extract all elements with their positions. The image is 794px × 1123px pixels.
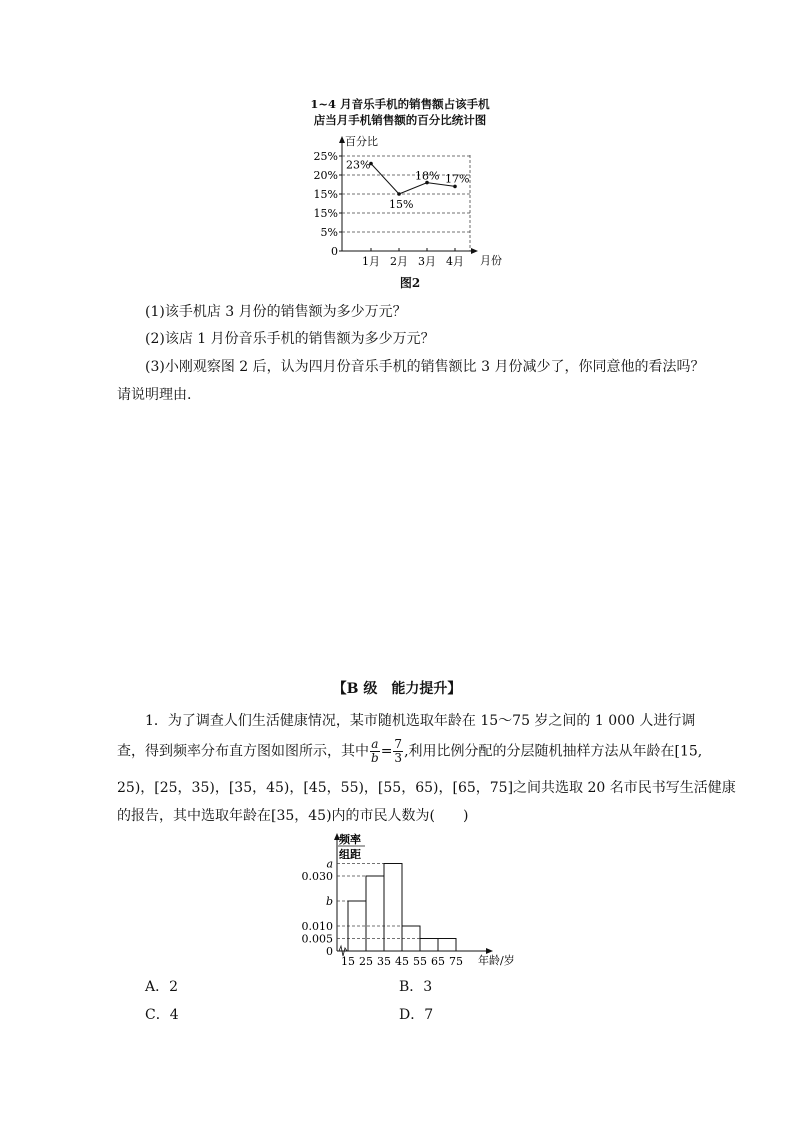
section-b-title: 【B 级 能力提升】: [332, 681, 462, 697]
data-label: 18%: [415, 169, 440, 183]
data-label: 15%: [389, 198, 414, 211]
y-tick-label: 15%: [313, 207, 338, 220]
x-tick-label: 75: [449, 955, 463, 968]
y-tick-label: 0.010: [301, 920, 333, 933]
data-label: 23%: [346, 158, 371, 172]
x-tick-label: 35: [377, 955, 391, 968]
y-tick-label: 25%: [313, 150, 338, 163]
x-tick-label: 65: [431, 955, 445, 968]
figure2-title-line1: 1~4 月音乐手机的销售额占该手机: [310, 97, 490, 111]
x-tick-label: 15: [341, 955, 355, 968]
y-tick-label: 20%: [313, 169, 338, 182]
figure2-caption: 图2: [399, 276, 421, 290]
frequency-histogram: [295, 830, 540, 970]
question-3-line2: 请说明理由.: [117, 387, 192, 403]
data-label: 17%: [445, 172, 470, 186]
y-tick-label: 0.005: [301, 932, 333, 946]
x-tick-label: 2月: [390, 255, 408, 268]
y-axis-title: 百分比: [345, 135, 378, 148]
option-b[interactable]: B．3: [399, 979, 433, 995]
y-tick-label: 0: [331, 245, 338, 258]
y-tick-label: b: [325, 895, 333, 908]
histogram-bar: [366, 876, 384, 951]
histogram-bar: [438, 939, 456, 952]
percentage-line-chart: [300, 130, 520, 270]
x-axis-title: 年龄/岁: [478, 954, 515, 967]
y-tick-label: a: [326, 857, 333, 871]
histogram-bar: [384, 864, 402, 952]
problem1-line2-pre: 查，得到频率分布直方图如图所示，其中: [117, 743, 369, 760]
x-axis-arrow: [471, 248, 478, 254]
y-axis-title-numerator: 频率: [339, 833, 361, 846]
equals-sign: =: [380, 743, 393, 760]
y-tick-label: 15%: [313, 188, 338, 201]
y-tick-label: 0: [326, 945, 333, 958]
x-tick-label: 55: [413, 955, 427, 968]
y-axis-title-denominator: 组距: [339, 848, 361, 861]
y-tick-label: 0.030: [301, 870, 333, 883]
fraction-denominator-b: b: [371, 751, 379, 765]
fraction-numerator-a: a: [371, 737, 379, 751]
y-tick-label: 5%: [320, 226, 338, 239]
histogram-bar: [420, 939, 438, 952]
question-2: (2)该店 1 月份音乐手机的销售额为多少万元？: [145, 331, 435, 347]
x-tick-label: 4月: [446, 255, 464, 268]
problem1-line3: 25)，[25，35)，[35，45)，[45，55)，[55，65)，[65，75]之间共选取 20 名市民书写生活健康: [117, 780, 736, 796]
x-tick-label: 3月: [418, 255, 436, 268]
problem1-line4: 的报告，其中选取年龄在[35，45)内的市民人数为( ): [117, 808, 469, 824]
option-d[interactable]: D．7: [399, 1007, 434, 1023]
fraction-7-over-3: [393, 738, 403, 765]
series-line: [371, 164, 455, 194]
x-tick-label: 45: [395, 955, 409, 968]
x-tick-label: 1月: [362, 255, 380, 268]
problem1-line2-post: ,利用比例分配的分层随机抽样方法从年龄在[15,: [404, 743, 703, 760]
problem1-line2: [117, 738, 702, 765]
data-point: [397, 192, 401, 196]
fraction-denominator-3: 3: [394, 751, 403, 765]
question-3-line1: (3)小刚观察图 2 后，认为四月份音乐手机的销售额比 3 月份减少了，你同意他的看法吗？: [145, 359, 705, 375]
x-tick-label: 25: [359, 955, 373, 968]
option-c[interactable]: C．4: [145, 1007, 179, 1023]
question-1: (1)该手机店 3 月份的销售额为多少万元？: [145, 304, 407, 320]
figure2-title-line2: 店当月手机销售额的百分比统计图: [313, 113, 487, 127]
fraction-numerator-7: 7: [394, 737, 403, 751]
option-a[interactable]: A．2: [145, 979, 179, 995]
problem1-line1: 1．为了调查人们生活健康情况，某市随机选取年龄在 15～75 岁之间的 1 000 人进行调: [145, 713, 696, 729]
fraction-a-over-b: [370, 738, 380, 765]
x-axis-title: 月份: [480, 254, 502, 267]
